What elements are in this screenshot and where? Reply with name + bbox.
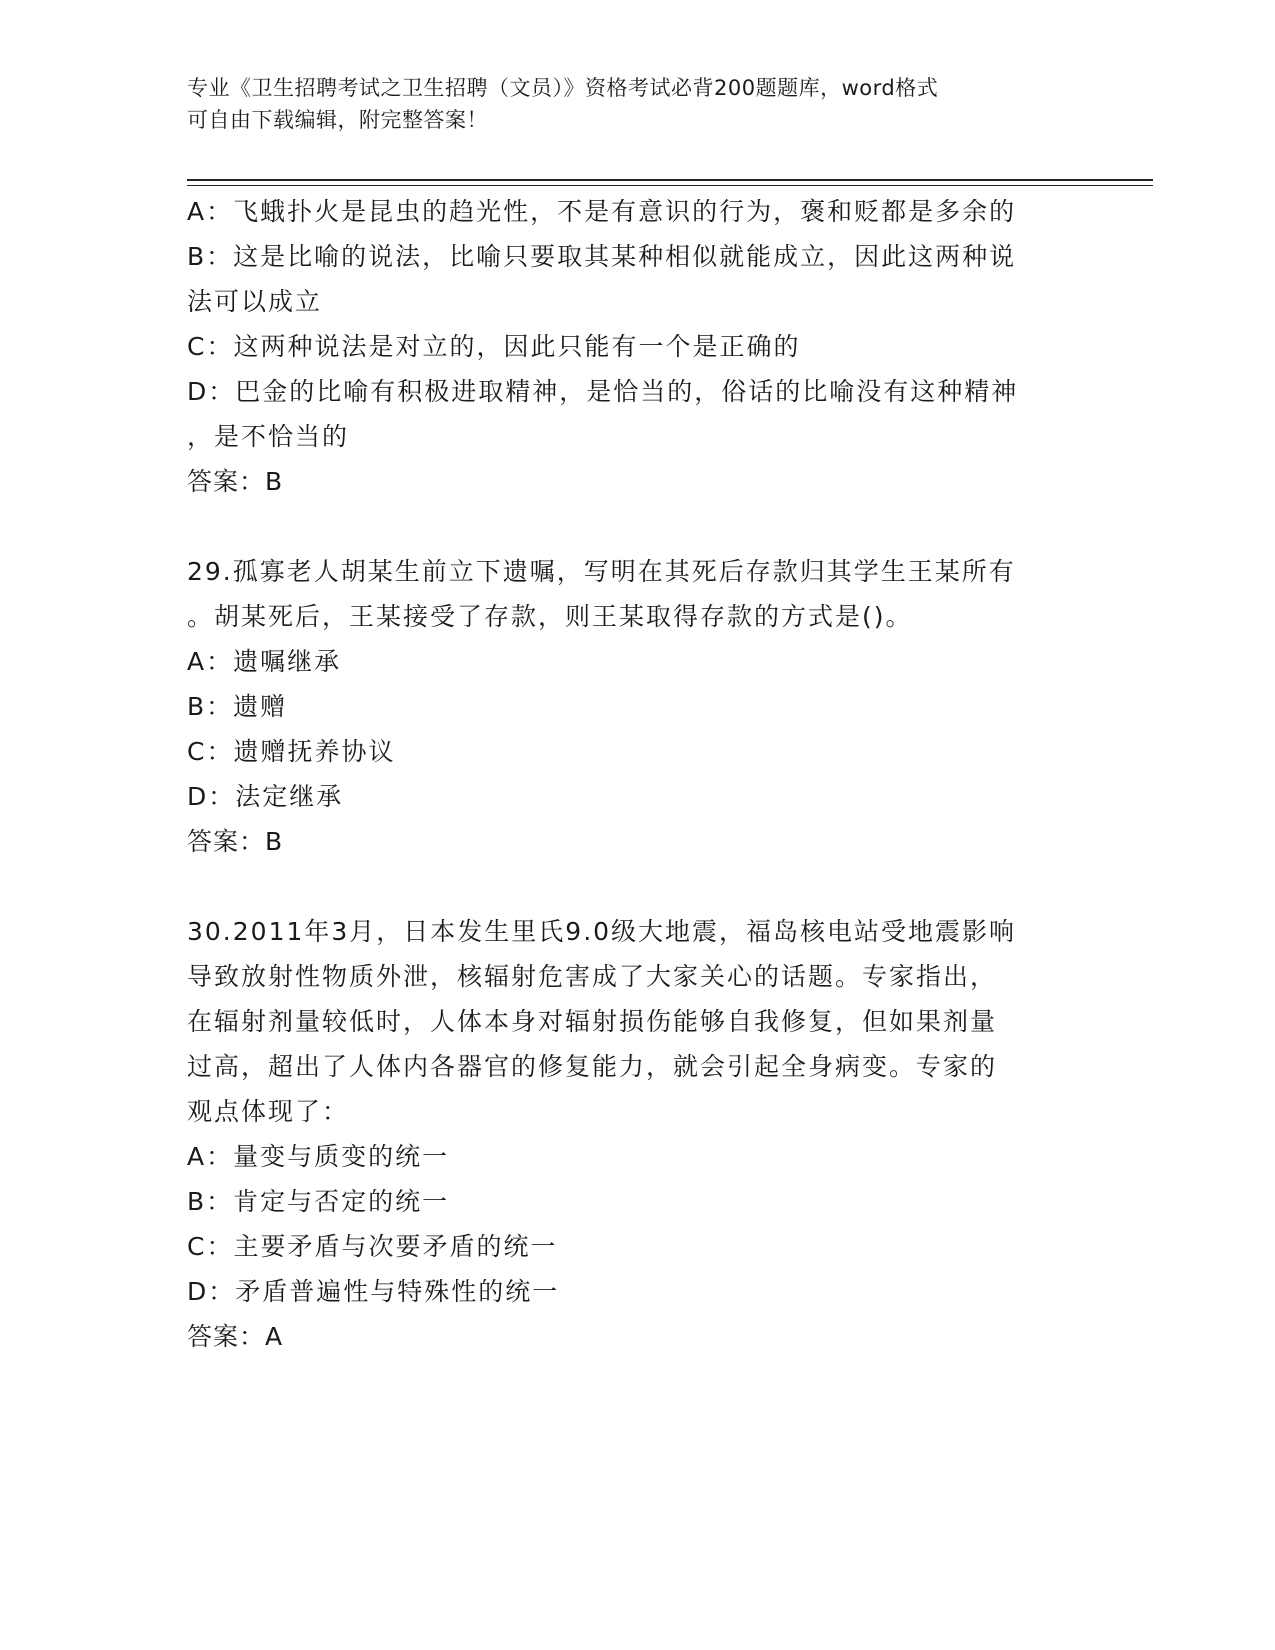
header-divider-thin [187,185,1153,186]
question-stem-line-5: 观点体现了： [187,1097,350,1126]
option-b: B：肯定与否定的统一 [187,1187,450,1216]
option-c: C：主要矛盾与次要矛盾的统一 [187,1232,558,1261]
header-line-2: 可自由下载编辑，附完整答案！ [187,108,488,132]
option-d-line-1: D：巴金的比喻有积极进取精神，是恰当的，俗话的比喻没有这种精神 [187,377,1019,406]
option-d: D：矛盾普遍性与特殊性的统一 [187,1277,560,1306]
question-29 [187,549,1087,864]
option-b-line-2: 法可以成立 [187,287,323,316]
answer: 答案：B [187,467,284,496]
option-c: C：遗赠抚养协议 [187,737,396,766]
question-stem-line-3: 在辐射剂量较低时，人体本身对辐射损伤能够自我修复，但如果剂量 [187,1007,998,1036]
option-c: C：这两种说法是对立的，因此只能有一个是正确的 [187,332,801,361]
spacer [187,864,1087,909]
answer: 答案：A [187,1322,284,1351]
document-header [187,72,1067,136]
spacer [187,504,1087,549]
question-30 [187,909,1087,1359]
question-content [187,189,1087,1359]
option-a: A：量变与质变的统一 [187,1142,450,1171]
answer: 答案：B [187,827,284,856]
option-d-line-2: ，是不恰当的 [187,422,350,451]
option-d: D：法定继承 [187,782,344,811]
question-stem-line-2: 导致放射性物质外泄，核辐射危害成了大家关心的话题。专家指出， [187,962,998,991]
question-stem-line-1: 29.孤寡老人胡某生前立下遗嘱，写明在其死后存款归其学生王某所有 [187,557,1016,586]
option-a: A：飞蛾扑火是昆虫的趋光性，不是有意识的行为，褒和贬都是多余的 [187,197,1017,226]
question-stem-line-4: 过高，超出了人体内各器官的修复能力，就会引起全身病变。专家的 [187,1052,998,1081]
question-stem-line-1: 30.2011年3月，日本发生里氏9.0级大地震，福岛核电站受地震影响 [187,917,1017,946]
header-divider-thick [187,179,1153,181]
question-28 [187,189,1087,504]
option-b: B：遗赠 [187,692,288,721]
option-b-line-1: B：这是比喻的说法，比喻只要取其某种相似就能成立，因此这两种说 [187,242,1017,271]
option-a: A：遗嘱继承 [187,647,342,676]
question-stem-line-2: 。胡某死后，王某接受了存款，则王某取得存款的方式是()。 [187,602,913,631]
header-line-1: 专业《卫生招聘考试之卫生招聘（文员）》资格考试必背200题题库，word格式 [187,76,939,100]
